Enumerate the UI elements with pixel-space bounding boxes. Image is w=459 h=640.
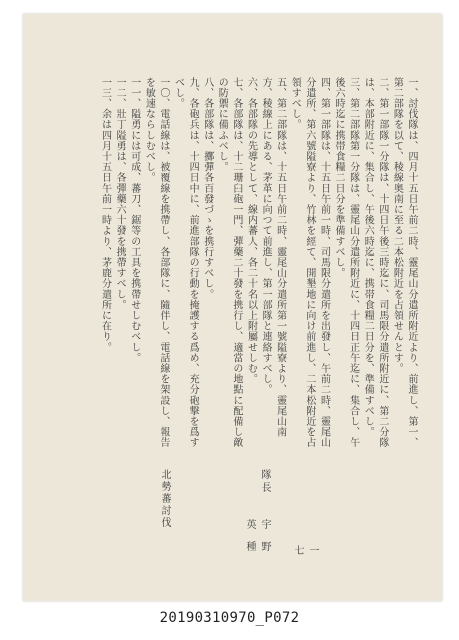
clause-1: 一、討伐隊は、四月十五日午前二時、靈尾山分遣所附近より、前進し、第一、第二部隊を以て、稜線奥南に至る二本松附近を占領せんとす。 bbox=[391, 77, 417, 448]
clause-7: 七、各部隊は、十二珊臼砲一門、彈藥二十發を携行し、適當の地點に配備し敵の防禦に備ふべし。 bbox=[216, 77, 242, 448]
clause-8: 八、各部隊は、擲彈各百發づゝを携行すべし。 bbox=[201, 77, 213, 300]
page-number: 一七 bbox=[292, 545, 318, 558]
commander-name: 宇野英種 bbox=[244, 519, 270, 563]
clause-4: 四、第一部隊は、十五日午前一時、司馬限分遣所を出發し、午前二時、靈尾山分遣所、第六號隘寮より、竹林を經て、開墾地に向け前進し、二本松附近を占領すべし。 bbox=[289, 77, 330, 448]
document-page bbox=[23, 14, 442, 601]
clause-2: 二、第一部隊一分隊は、十四日午後三時迄に、司馬限分遣所附近に、第二分隊は、本部附近に、集合し、午後六時迄に、携帯食糧二日分を、準備すべし。 bbox=[362, 77, 388, 448]
clause-6: 六、各部隊の先導として、線内蕃人、各二十名以上附屬せしむ。 bbox=[245, 77, 257, 385]
clause-11: 一一、隘勇には可成、蕃刀、鋸等の工具を携帶せしむべし。 bbox=[128, 77, 140, 364]
order-text bbox=[80, 77, 418, 457]
image-caption: 20190310970_P072 bbox=[159, 610, 300, 626]
operation-name: 北勢蕃討伐 bbox=[159, 469, 170, 529]
clause-3: 三、第二部隊第一分隊は、靈尾山分遣所附近に、十四日正午迄に、集合し、午後六時迄に携帯食糧二日分を準備すべし。 bbox=[333, 77, 359, 448]
commander-title: 隊長 bbox=[259, 469, 270, 495]
clause-10: 一〇、電話線は、被覆線を携帶し、各部隊に、隨伴し、電話線を架設し、報告を敏速ならしむべし。 bbox=[143, 77, 169, 448]
clause-5: 五、第二部隊は、十五日午前二時、靈尾山分遣所第一號隘寮より、靈尾山南方、稜線上にある、茅革に向つて前進し、第一部隊と連絡すべし。 bbox=[260, 77, 286, 438]
clause-13: 一三、余は四月十五日午前一時より、茅鹿分遣所に在り。 bbox=[99, 77, 111, 353]
signature-block bbox=[80, 469, 418, 569]
clause-12: 一二、壯丁隘勇は、各彈藥六十發を携帶すべし。 bbox=[114, 77, 126, 311]
clause-9: 九、各砲兵は、十四日中に、前進部隊の行動を掩護する爲め、充分砲撃を爲すべし。 bbox=[172, 77, 199, 448]
